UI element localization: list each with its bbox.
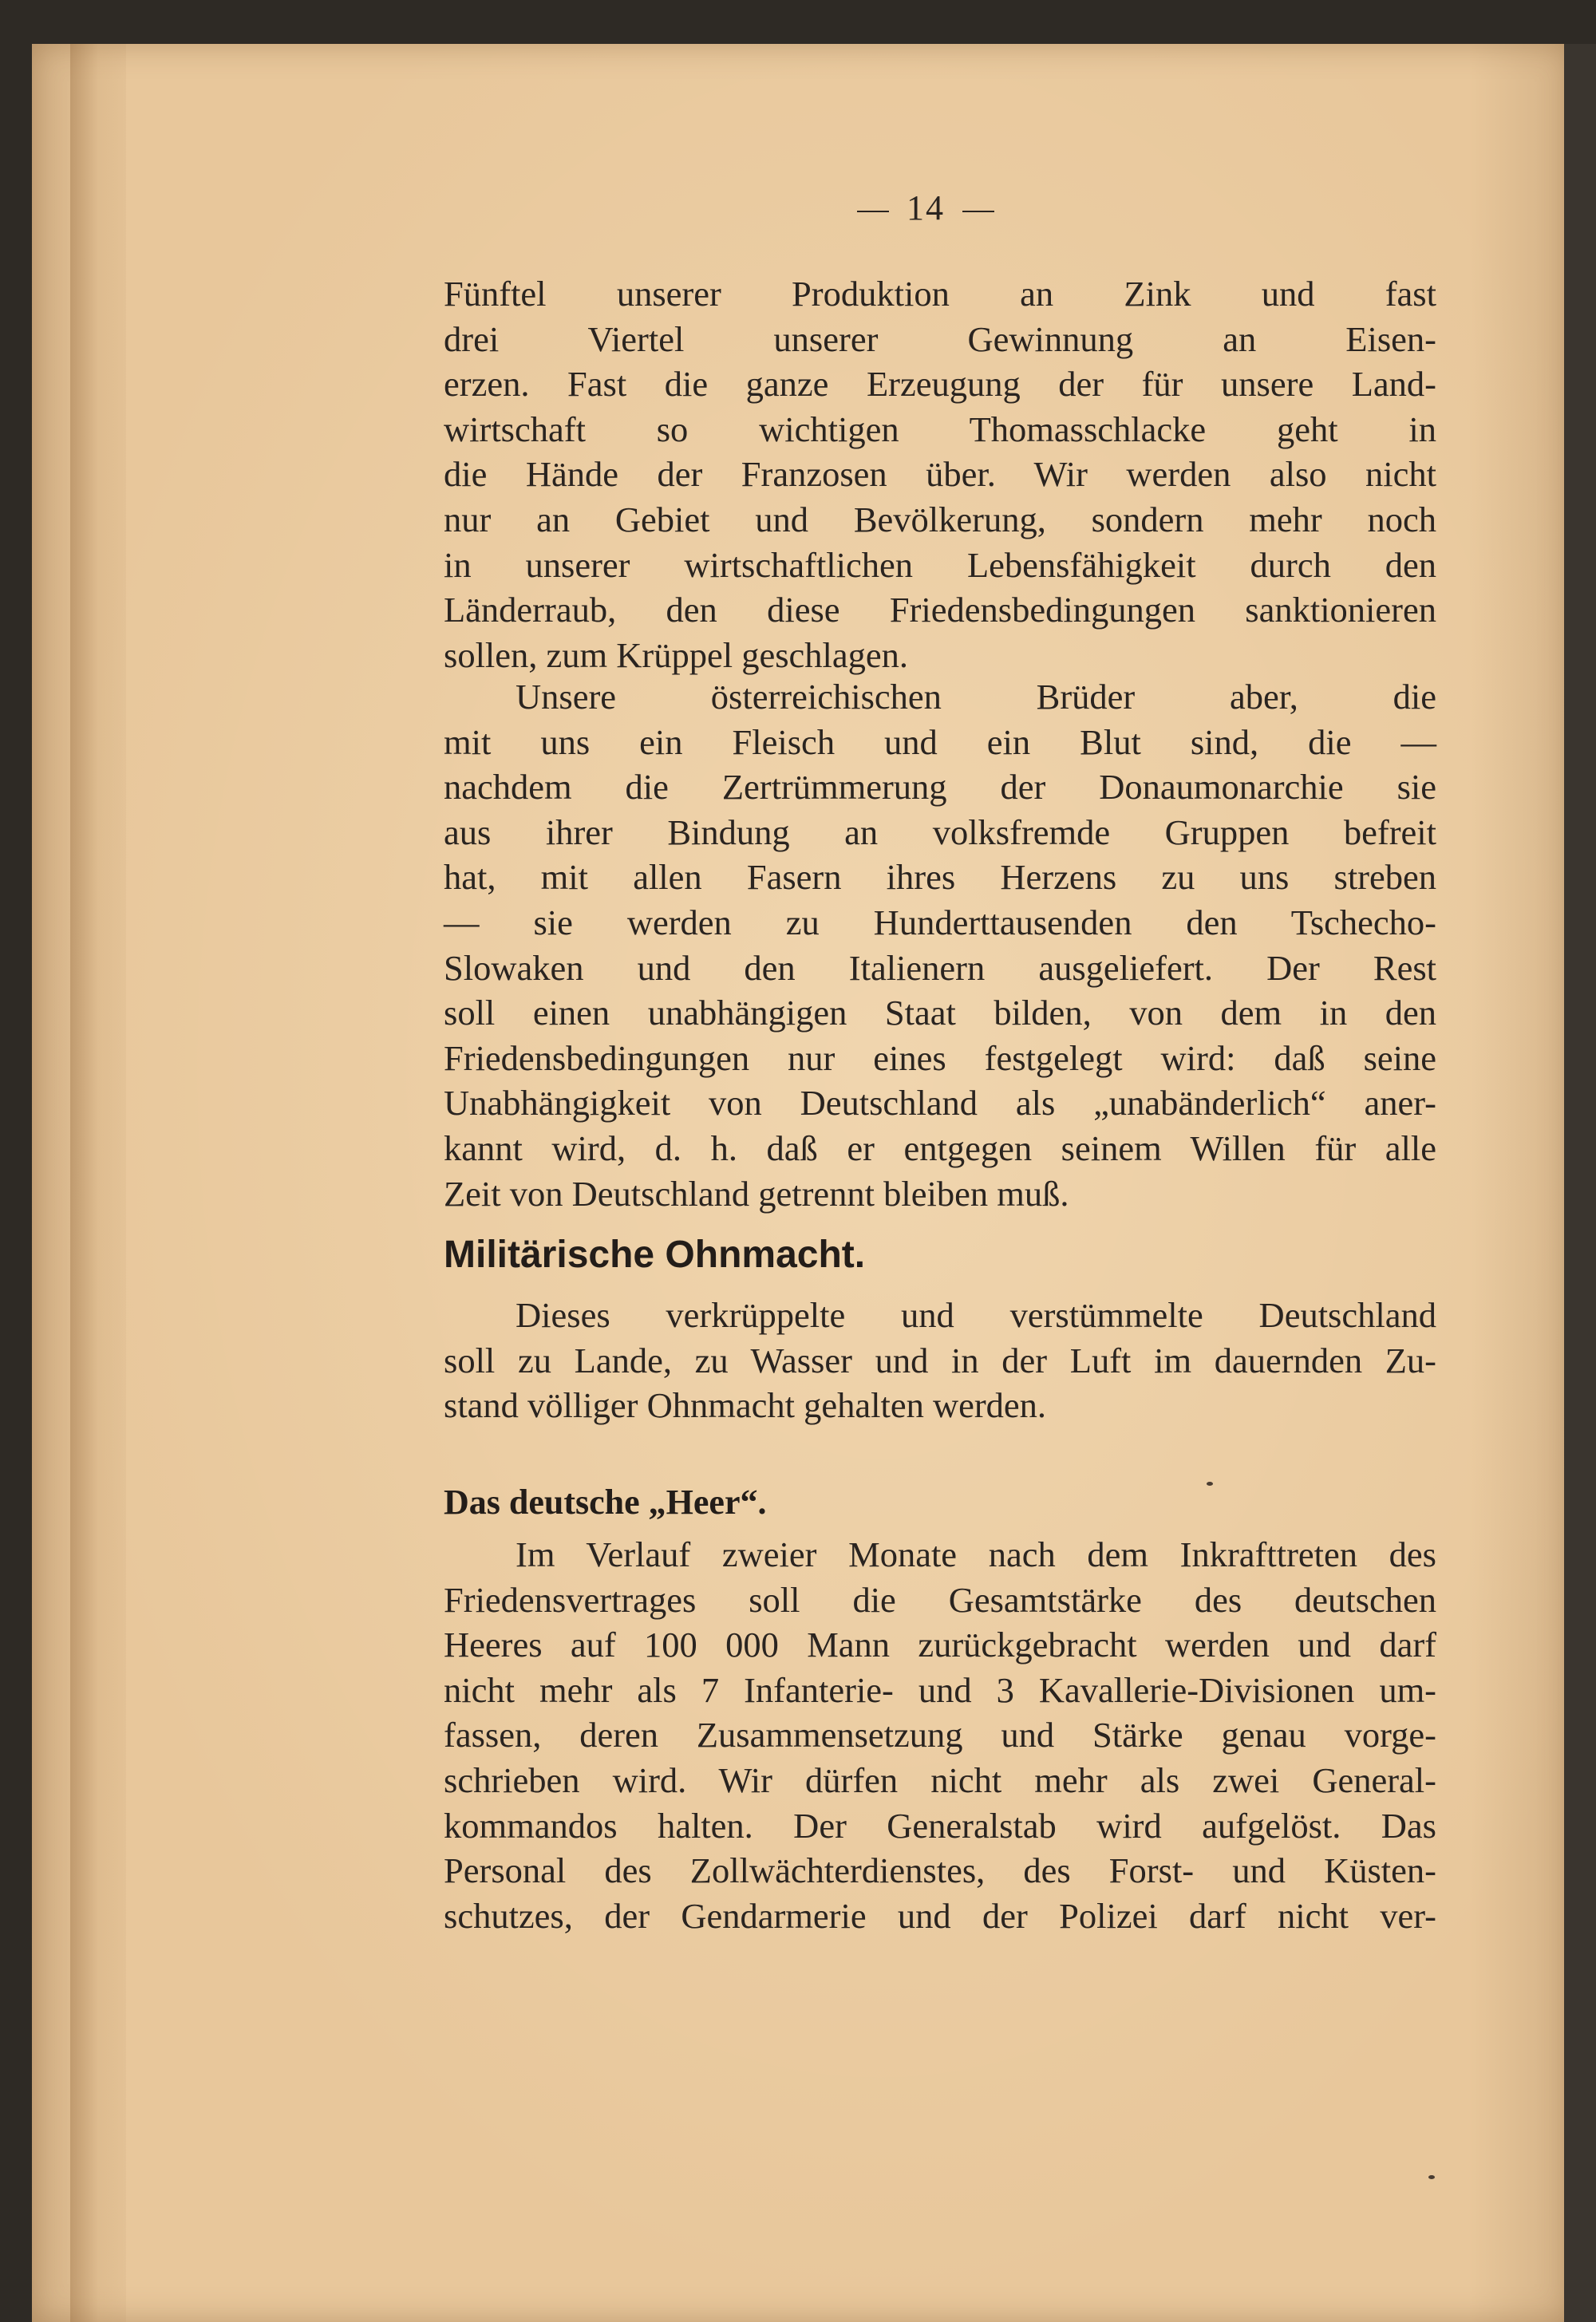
text-line: Fünftel unserer Produktion an Zink und fast: [444, 274, 1436, 314]
text-line: drei Viertel unserer Gewinnung an Eisen-: [444, 318, 1436, 359]
text-line: Zeit von Deutschland getrennt bleiben muß.: [444, 1173, 1069, 1214]
text-line: nicht mehr als 7 Infanterie- und 3 Kavallerie-Divisionen um-: [444, 1669, 1436, 1710]
text-line: Heeres auf 100 000 Mann zurückgebracht werden und darf: [444, 1625, 1436, 1665]
paragraph-austria: [444, 674, 1436, 1216]
text-line: schutzes, der Gendarmerie und der Polizei darf nicht ver-: [444, 1895, 1436, 1936]
text-line: Slowaken und den Italienern ausgeliefert. Der Rest: [444, 947, 1436, 988]
text-line: sollen, zum Krüppel geschlagen.: [444, 634, 909, 675]
page-number-left-dash: [857, 211, 889, 212]
text-line: Unsere österreichischen Brüder aber, die: [516, 677, 1436, 717]
paper-speck: [1428, 2175, 1435, 2179]
text-line: mit uns ein Fleisch und ein Blut sind, die —: [444, 721, 1436, 762]
section-heading-military-impotence: Militärische Ohnmacht.: [444, 1234, 866, 1276]
text-line: stand völliger Ohnmacht gehalten werden.: [444, 1385, 1047, 1426]
scan-background-edge: [1564, 44, 1596, 2322]
text-line: Personal des Zollwächterdienstes, des Forst- und Küsten-: [444, 1850, 1436, 1891]
text-line: kommandos halten. Der Generalstab wird aufgelöst. Das: [444, 1805, 1436, 1846]
text-line: aus ihrer Bindung an volksfremde Gruppen befreit: [444, 812, 1436, 852]
page-number: [798, 188, 1053, 228]
text-line: wirtschaft so wichtigen Thomasschlacke geht in: [444, 409, 1436, 449]
text-line: soll zu Lande, zu Wasser und in der Luft im dauernden Zu-: [444, 1340, 1436, 1380]
text-line: kannt wird, d. h. daß er entgegen seinem Willen für alle: [444, 1127, 1436, 1168]
paragraph-impotence: [444, 1293, 1436, 1428]
page-number-value: 14: [907, 188, 945, 227]
text-line: Dieses verkrüppelte und verstümmelte Deutschland: [516, 1295, 1436, 1335]
paragraph-resources: [444, 271, 1436, 677]
text-line: nachdem die Zertrümmerung der Donaumonarchie sie: [444, 767, 1436, 808]
page-number-right-dash: [962, 211, 994, 212]
section-heading-german-army: Das deutsche „Heer“.: [444, 1483, 767, 1522]
text-line: erzen. Fast die ganze Erzeugung der für unsere Land-: [444, 364, 1436, 405]
paper-speck: [1207, 1482, 1213, 1486]
text-line: Friedensvertrages soll die Gesamtstärke des deutschen: [444, 1579, 1436, 1620]
text-line: fassen, deren Zusammensetzung und Stärke genau vorge-: [444, 1715, 1436, 1755]
text-line: Unabhängigkeit von Deutschland als „unabänderlich“ aner-: [444, 1083, 1436, 1123]
text-line: hat, mit allen Fasern ihres Herzens zu uns streben: [444, 857, 1436, 898]
binding-shadow: [70, 44, 126, 2322]
text-line: Friedensbedingungen nur eines festgelegt wird: daß seine: [444, 1037, 1436, 1078]
text-line: Im Verlauf zweier Monate nach dem Inkrafttreten des: [516, 1534, 1436, 1574]
text-line: Länderraub, den diese Friedensbedingungen sanktionieren: [444, 590, 1436, 630]
text-line: — sie werden zu Hunderttausenden den Tschecho-: [444, 902, 1436, 942]
text-line: in unserer wirtschaftlichen Lebensfähigkeit durch den: [444, 544, 1436, 585]
paragraph-army: [444, 1532, 1436, 1938]
text-line: die Hände der Franzosen über. Wir werden also nicht: [444, 454, 1436, 495]
text-line: nur an Gebiet und Bevölkerung, sondern mehr noch: [444, 499, 1436, 539]
text-line: schrieben wird. Wir dürfen nicht mehr als zwei General-: [444, 1759, 1436, 1800]
text-line: soll einen unabhängigen Staat bilden, von dem in den: [444, 993, 1436, 1033]
